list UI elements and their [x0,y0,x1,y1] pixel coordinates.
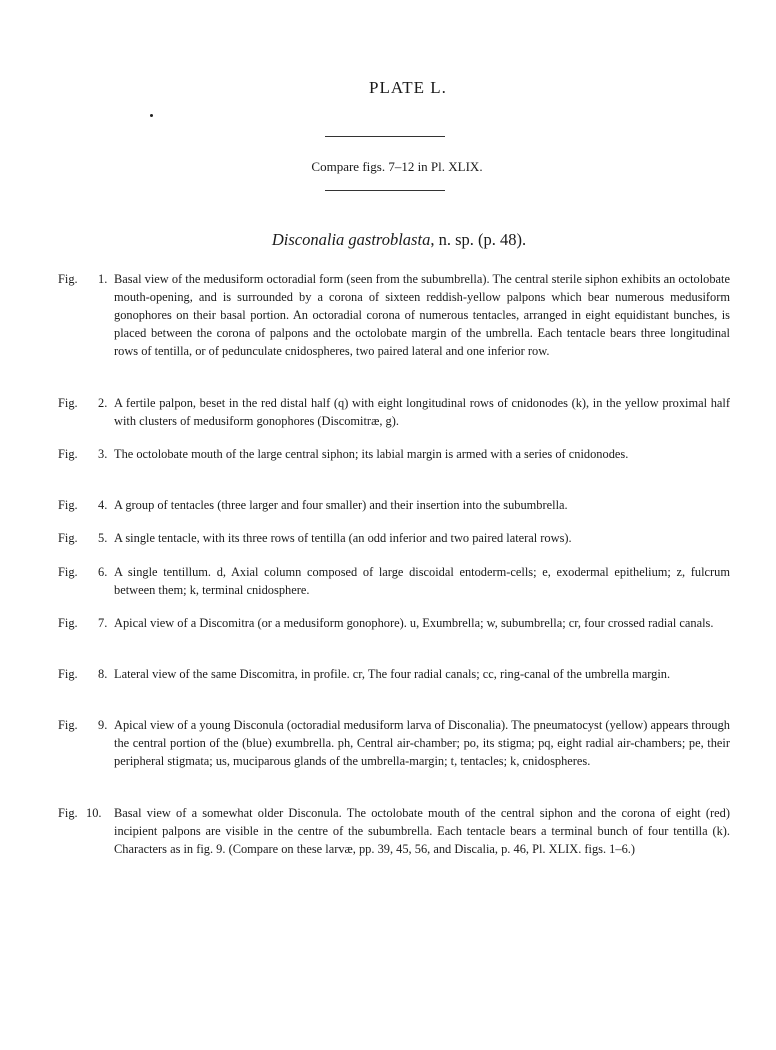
figure-caption-9 [58,716,730,770]
fig-number: 7. [98,616,108,630]
plate-title: PLATE L. [369,78,447,97]
figure-caption-7 [58,614,730,632]
print-speck [150,114,153,117]
fig-number: 10. [86,806,102,820]
fig-label: Fig. [58,565,78,579]
fig-text: A group of tentacles (three larger and four smaller) and their insertion into the subumbrella. [114,498,568,512]
fig-label: Fig. [58,396,78,410]
figure-caption-2 [58,394,730,430]
fig-label: Fig. [58,806,78,820]
fig-label: Fig. [58,272,78,286]
figure-caption-8 [58,665,730,683]
fig-number: 4. [98,498,108,512]
fig-label: Fig. [58,447,78,461]
figure-caption-4 [58,496,730,514]
figure-caption-1 [58,270,730,360]
fig-text: Basal view of a somewhat older Disconula. The octolobate mouth of the central siphon and the corona of eight (red) incipient palpons are visible in the centre of the subumbrella. Each tentacle bears a terminal bunch of four tentilla (k). Characters as in fig. 9. (Compare on these larvæ, pp. 39, 45, 56, and Discalia, p. 46, Pl. XLIX. figs. 1–6.) [114,806,730,856]
fig-text: Apical view of a young Disconula (octoradial medusiform larva of Disconalia). The pneumatocyst (yellow) appears through the central portion of the (blue) exumbrella. ph, Central air-chamber; po, its stigma; pq, eight radial air-chambers; pe, their peripheral stigmata; us, muciparous glands of the umbrella-margin; t, tentacles; k, cnidospheres. [114,718,730,768]
fig-number: 9. [98,718,108,732]
fig-text: A single tentillum. d, Axial column composed of large discoidal entoderm-cells; e, exodermal epithelium; z, fulcrum between them; k, terminal cnidosphere. [114,565,730,597]
fig-label: Fig. [58,718,78,732]
fig-number: 6. [98,565,108,579]
figure-caption-5 [58,529,730,547]
fig-number: 5. [98,531,108,545]
fig-text: The octolobate mouth of the large central siphon; its labial margin is armed with a series of cnidonodes. [114,447,629,461]
figure-caption-6 [58,563,730,599]
fig-label: Fig. [58,616,78,630]
fig-label: Fig. [58,531,78,545]
fig-number: 1. [98,272,108,286]
figure-caption-10 [58,804,730,858]
fig-text: A single tentacle, with its three rows of tentilla (an odd inferior and two paired lateral rows). [114,531,572,545]
fig-number: 3. [98,447,108,461]
species-name: Disconalia gastroblasta [271,230,431,249]
compare-note: Compare figs. 7–12 in Pl. XLIX. [311,159,483,174]
fig-label: Fig. [58,498,78,512]
fig-text: Basal view of the medusiform octoradial form (seen from the subumbrella). The central sterile siphon exhibits an octolobate mouth-opening, and is surrounded by a corona of sixteen reddish-yellow palpons which bear numerous medusiform gonophores on their basal portion. An octoradial corona of numerous tentacles, arranged in eight equidistant bunches, is placed between the corona of palpons and the octolobate margin of the umbrella. Each tentacle bears three longitudinal rows of tentilla, or of pedunculate cnidospheres, two paired lateral and one inferior row. [114,272,730,358]
fig-text: Apical view of a Discomitra (or a medusiform gonophore). u, Exumbrella; w, subumbrella; cr, four crossed radial canals. [114,616,714,630]
species-suffix: , n. sp. (p. 48). [430,230,527,249]
divider-rule [325,136,445,137]
fig-number: 2. [98,396,108,410]
divider-rule [325,190,445,191]
fig-text: Lateral view of the same Discomitra, in profile. cr, The four radial canals; cc, ring-canal of the umbrella margin. [114,667,671,681]
figure-caption-3 [58,445,730,463]
fig-label: Fig. [58,667,78,681]
species-heading [0,230,776,250]
fig-text: A fertile palpon, beset in the red distal half (q) with eight longitudinal rows of cnidonodes (k), in the yellow proximal half with clusters of medusiform gonophores (Discomitræ, g). [114,396,730,428]
fig-number: 8. [98,667,108,681]
